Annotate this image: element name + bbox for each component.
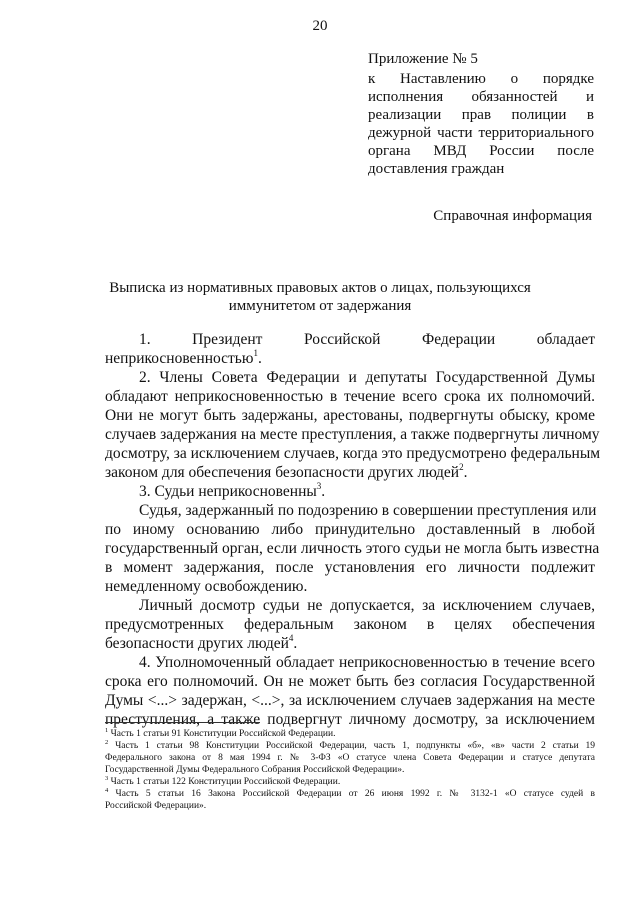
document-body — [105, 330, 601, 729]
footnote-text: Часть 1 статьи 91 Конституции Российской Федерации. — [110, 729, 336, 739]
document-heading — [80, 279, 560, 315]
body-line: обладают неприкосновенностью в течение всего срока их полномочий. — [105, 388, 595, 405]
appendix-line: дежурной части территориального — [368, 125, 594, 141]
footnote — [105, 788, 595, 800]
body-line — [105, 463, 595, 482]
footnote-text: Часть 1 статьи 122 Конституции Российской Федерации. — [110, 777, 341, 787]
page-number: 20 — [312, 18, 328, 34]
footnote-text: Часть 5 статьи 16 Закона Российской Федерации от 26 июня 1992 г. № 3132-1 «О статусе судей в — [115, 789, 595, 799]
footnote-ref: 1 — [253, 348, 258, 358]
appendix-line: исполнения обязанностей и — [368, 89, 594, 105]
body-line: по иному основанию либо принудительно доставленный в любой — [105, 521, 595, 538]
body-line: досмотру, за исключением случаев, когда это предусмотрено федеральным — [105, 445, 601, 462]
body-line: немедленному освобождению. — [105, 578, 308, 595]
body-line: случаев задержания на месте преступления, а также подвергнуты личному — [105, 426, 600, 443]
body-text: 3. Судьи неприкосновенны — [139, 483, 317, 500]
footnote-number: 3 — [105, 775, 109, 782]
period: . — [463, 464, 468, 481]
footnote-ref: 4 — [288, 633, 294, 643]
heading-line: Выписка из нормативных правовых актов о лицах, пользующихся — [109, 280, 531, 296]
body-line: государственный орган, если личность этого судьи не могла быть известна — [105, 540, 600, 557]
body-line: предусмотренных федеральным законом в целях обеспечения — [105, 616, 595, 633]
body-line: 1. Президент Российской Федерации обладает — [139, 331, 595, 348]
appendix-block — [368, 50, 594, 178]
footnote-line: Федерального закона от 8 мая 1994 г. № 3-ФЗ «О статусе члена Совета Федерации и статусе депутата — [105, 753, 595, 763]
appendix-line: доставления граждан — [368, 161, 505, 177]
body-line — [105, 349, 595, 368]
footnote-ref: 2 — [459, 462, 464, 472]
body-line: в момент задержания, после установления его личности подлежит — [105, 559, 595, 576]
body-line: Судья, задержанный по подозрению в совершении преступления или — [139, 502, 597, 519]
appendix-title: Приложение № 5 — [368, 51, 478, 67]
body-line: срока его полномочий. Он не может быть без согласия Государственной — [105, 673, 595, 690]
footnote-ref: 3 — [316, 481, 322, 491]
appendix-line: органа МВД России после — [368, 143, 594, 159]
appendix-line: к Наставлению о порядке — [368, 71, 594, 87]
footnote-text: Часть 1 статьи 98 Конституции Российской Федерации, часть 1, подпункты «б», «в» части 2 статьи 19 — [115, 741, 596, 751]
footnote-line: Российской Федерации». — [105, 801, 207, 811]
body-line — [105, 482, 595, 501]
footnote-number: 4 — [105, 787, 109, 794]
body-line: 2. Члены Совета Федерации и депутаты Государственной Думы — [139, 369, 595, 386]
body-line: Они не могут быть задержаны, арестованы, подвергнуты обыску, кроме — [105, 407, 595, 424]
body-text: законом для обеспечения безопасности других людей — [105, 464, 460, 481]
heading-line: иммунитетом от задержания — [228, 298, 412, 314]
body-text: безопасности других людей — [105, 635, 289, 652]
reference-label: Справочная информация — [433, 208, 592, 224]
footnotes — [105, 728, 595, 812]
body-line: 4. Уполномоченный обладает неприкосновенностью в течение всего — [139, 654, 595, 671]
footnote-line: Государственной Думы Федерального Собрания Российской Федерации». — [105, 765, 405, 775]
footnote — [105, 776, 595, 788]
period: . — [321, 483, 326, 500]
footnote — [105, 728, 595, 740]
appendix-line: реализации прав полиции в — [368, 107, 594, 123]
period: . — [257, 350, 262, 367]
period: . — [293, 635, 298, 652]
footnote-divider — [105, 722, 260, 723]
body-line: Личный досмотр судьи не допускается, за исключением случаев, — [139, 597, 595, 614]
body-line: преступления, а также подвергнут личному досмотру, за исключением — [105, 711, 595, 728]
footnote-number: 2 — [105, 739, 109, 746]
body-line: Думы <...> задержан, <...>, за исключением случаев задержания на месте — [105, 692, 595, 709]
body-line — [105, 634, 595, 653]
footnote — [105, 740, 595, 752]
footnote-number: 1 — [105, 727, 109, 734]
body-text: неприкосновенностью — [105, 350, 254, 367]
